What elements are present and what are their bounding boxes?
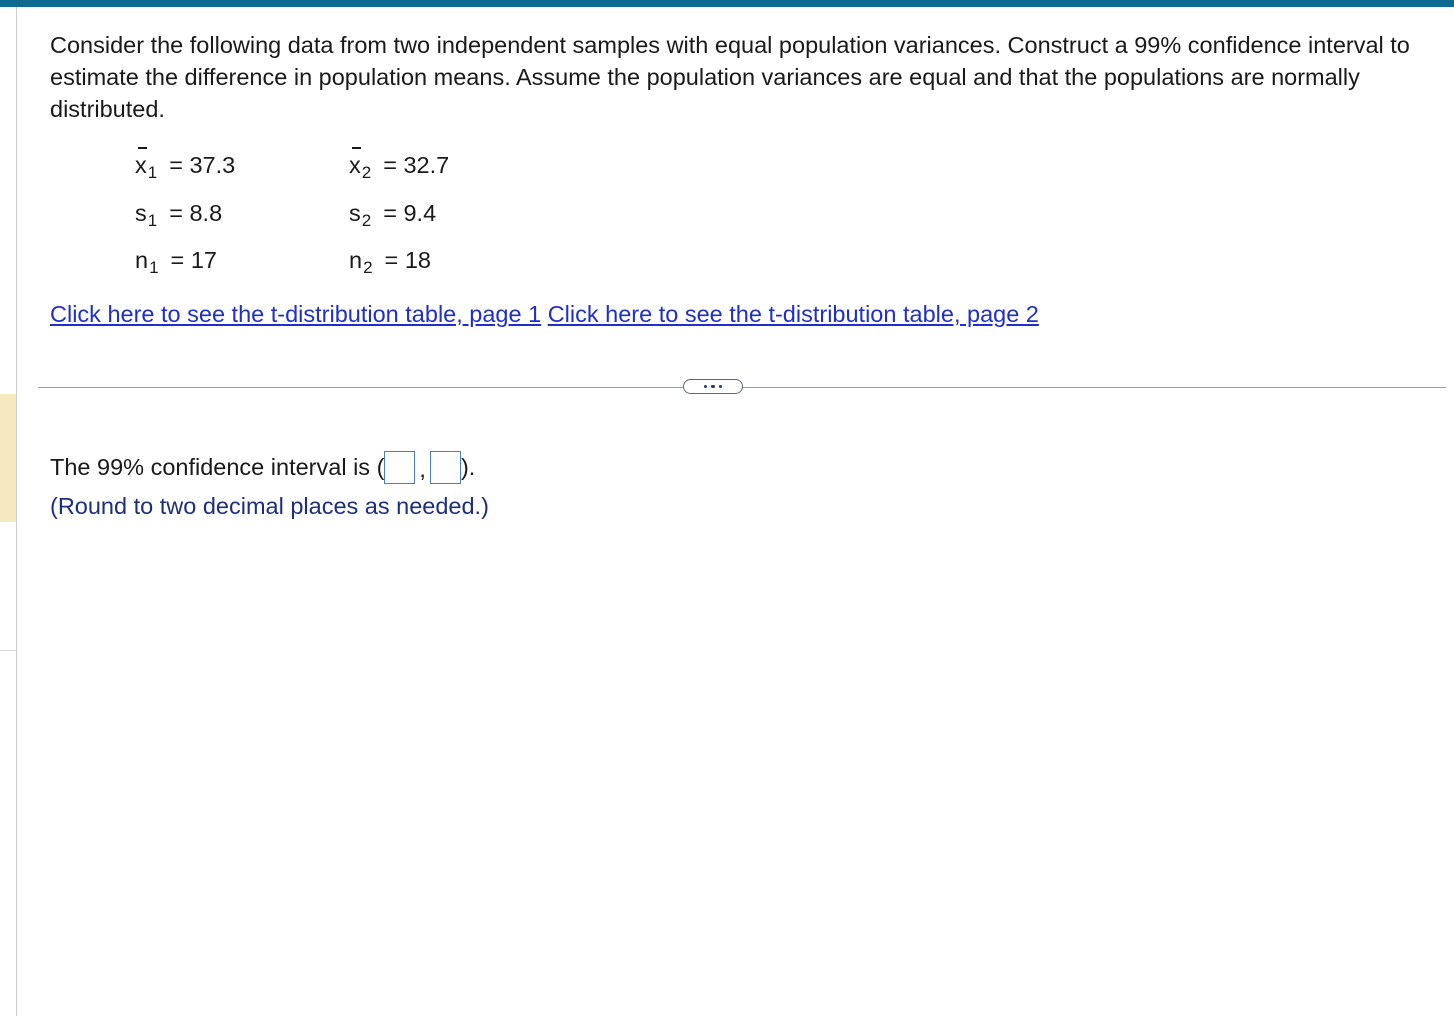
top-bar [0,0,1454,7]
equals-sign: = [383,152,397,178]
equals-sign: = [383,200,397,226]
rounding-instruction: (Round to two decimal places as needed.) [50,493,489,519]
equals-sign: = [169,152,183,178]
ellipsis-icon [704,385,708,389]
answer-prefix: The 99% confidence interval is ( [50,454,385,480]
sample1-sd [135,199,222,230]
t-table-page1-link[interactable]: Click here to see the t-distribution table, page 1 [50,301,542,327]
sample1-mean [135,151,235,182]
n2-subscript: 2 [363,258,373,277]
n2-symbol: n [349,247,363,273]
answer-line [50,450,475,484]
s2-subscript: 2 [361,211,372,230]
answer-suffix: ). [460,454,476,480]
xbar1-symbol: x [135,152,147,178]
ellipsis-icon [711,385,715,389]
s2-value: 9.4 [403,200,437,226]
more-options-button[interactable] [683,379,743,394]
xbar1-value: 37.3 [189,152,236,178]
n1-subscript: 1 [149,258,159,277]
ellipsis-icon [719,385,723,389]
left-highlight [0,394,16,522]
upper-bound-input[interactable] [430,451,461,484]
sample1-n [135,246,217,277]
sample2-mean [349,151,449,182]
t-table-links [50,299,1039,329]
sample2-n [349,246,431,277]
s2-symbol: s [349,200,361,226]
t-table-page2-link[interactable]: Click here to see the t-distribution table, page 2 [547,301,1039,327]
n2-value: 18 [404,247,431,273]
s1-subscript: 1 [147,211,158,230]
equals-sign: = [170,247,185,273]
sample2-sd [349,199,436,230]
equals-sign: = [384,247,399,273]
xbar2-value: 32.7 [403,152,450,178]
xbar2-symbol: x [349,152,361,178]
n1-value: 17 [190,247,217,273]
n1-symbol: n [135,247,149,273]
xbar1-subscript: 1 [147,163,158,182]
lower-bound-input[interactable] [384,451,415,484]
left-rule [16,7,17,1016]
s1-symbol: s [135,200,147,226]
question-text: Consider the following data from two independent samples with equal population variances. Construct a 99% confidence interval to estimate the difference in population means. Assume the population variances are equal and that the populations are normally distributed. [50,32,1410,122]
s1-value: 8.8 [189,200,223,226]
equals-sign: = [169,200,183,226]
left-tick [0,650,16,651]
answer-separator: , [419,456,426,482]
xbar2-subscript: 2 [361,163,372,182]
